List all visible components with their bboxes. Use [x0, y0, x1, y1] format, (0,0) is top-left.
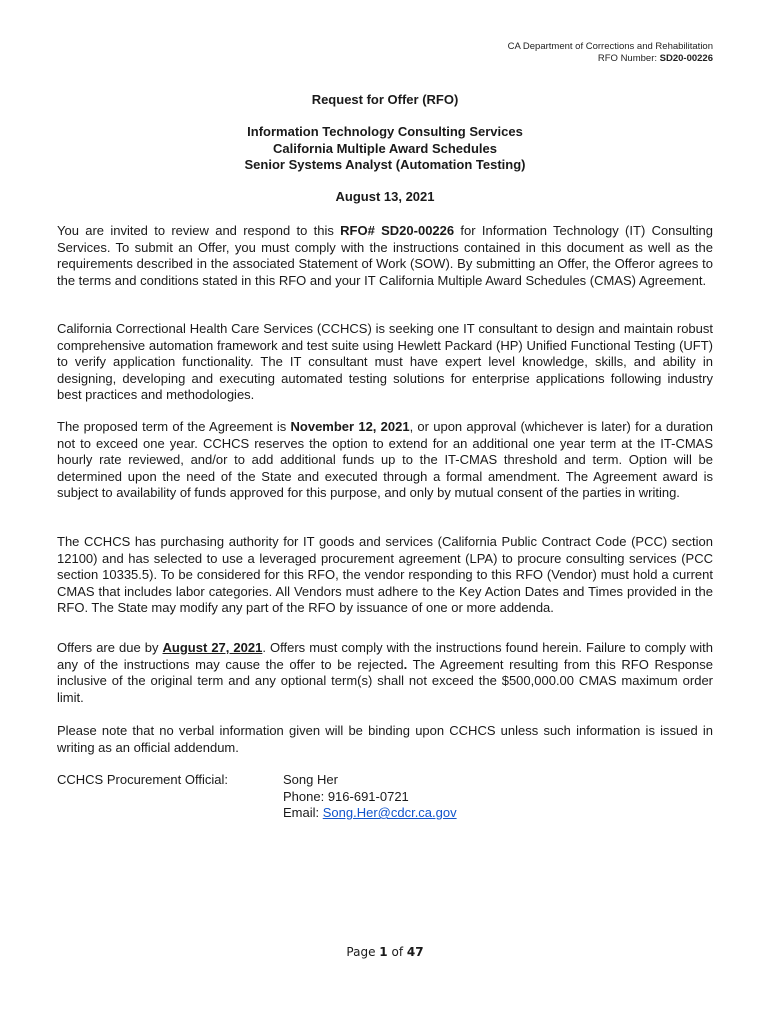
paragraph-term [57, 419, 713, 502]
of-word: of [387, 945, 407, 959]
rfo-number-line [508, 53, 713, 65]
contact-label: CCHCS Procurement Official: [57, 772, 228, 787]
paragraph-cchcs: California Correctional Health Care Services (CCHCS) is seeking one IT consultant to design and maintain robust comprehensive automation framework and test suite using Hewlett Packard (HP) Unified Functional Testing (UFT) to verify application functionality. The IT consultant must have expert level knowledge, skills, and ability in designing, developing and executing automated testing solutions for enterprise applications following industry best practices and methodologies. [57, 321, 713, 402]
contact-email-line [283, 805, 457, 822]
p5-text-a: Offers are due by [57, 640, 163, 655]
page-header [508, 41, 713, 65]
contact-phone: Phone: 916-691-0721 [283, 788, 409, 804]
paragraph-invitation [57, 223, 713, 289]
subtitle-line-1: Information Technology Consulting Services [247, 124, 523, 139]
p5-period: . [403, 656, 408, 672]
document-title: Request for Offer (RFO) [311, 92, 459, 107]
p3-text-b: , or upon approval (whichever is later) for a duration not to exceed one year. CCHCS reserves the option to extend for an additional one year term at the IT-CMAS hourly rate reviewed, and/or to add additional funds up to the IT-CMAS threshold and term. Option will be determined upon the need of the State and executed through a formal amendment. The Agreement award is subject to availability of funds approved for this purpose, and only by mutual consent of the parties in writing. [57, 419, 713, 500]
document-date: August 13, 2021 [335, 189, 435, 204]
p5-text-c: The Agreement resulting from this RFO Response inclusive of the original term and any optional term(s) shall not exceed the $500,000.00 CMAS maximum order limit. [57, 656, 714, 705]
p3-text-a: The proposed term of the Agreement is [57, 419, 291, 434]
subtitle-line-2: California Multiple Award Schedules [273, 140, 497, 156]
contact-email-label: Email: [283, 805, 323, 820]
paragraph-due-date [57, 640, 713, 706]
p1-text-b: for Information Technology (IT) Consulting Services. To submit an Offer, you must comply with the instructions contained in this document as well as the requirements described in the associated Statement of Work (SOW). By submitting an Offer, the Offeror agrees to the terms and conditions stated in this RFO and your IT California Multiple Award Schedules (CMAS) Agreement. [57, 223, 713, 288]
p1-rfo-number: RFO# SD20-00226 [340, 223, 455, 238]
rfo-number-label: RFO Number: [597, 53, 657, 64]
subtitle-block [57, 124, 713, 174]
department-name: CA Department of Corrections and Rehabilitation [507, 41, 713, 52]
paragraph-authority: The CCHCS has purchasing authority for IT goods and services (California Public Contract Code (PCC) section 12100) and has selected to use a leveraged procurement agreement (LPA) to procure consulting services (PCC section 10335.5). To be considered for this RFO, the vendor responding to this RFO (Vendor) must hold a current CMAS that includes labor categories. All Vendors must adhere to the Key Action Dates and Times provided in the RFO. The State may modify any part of the RFO by issuance of one or more addenda. [57, 534, 713, 615]
contact-email-link[interactable]: Song.Her@cdcr.ca.gov [322, 805, 457, 820]
page-footer [0, 945, 770, 959]
rfo-number-value: SD20-00226 [659, 53, 713, 64]
page-number: 1 [379, 945, 388, 959]
page-word: Page [346, 945, 380, 959]
contact-info [283, 772, 457, 822]
subtitle-line-3: Senior Systems Analyst (Automation Testing) [244, 157, 526, 172]
p1-text-a: You are invited to review and respond to this [57, 223, 341, 238]
p5-due-date: August 27, 2021 [162, 640, 263, 655]
p5-text-b: . Offers must comply with the instructions found herein. Failure to comply with any of the instructions may cause the offer to be rejected [57, 640, 713, 672]
paragraph-verbal-note: Please note that no verbal information given will be binding upon CCHCS unless such information is issued in writing as an official addendum. [57, 723, 713, 755]
p3-term-date: November 12, 2021 [290, 419, 410, 434]
contact-name: Song Her [283, 772, 338, 787]
page-total: 47 [406, 945, 424, 959]
